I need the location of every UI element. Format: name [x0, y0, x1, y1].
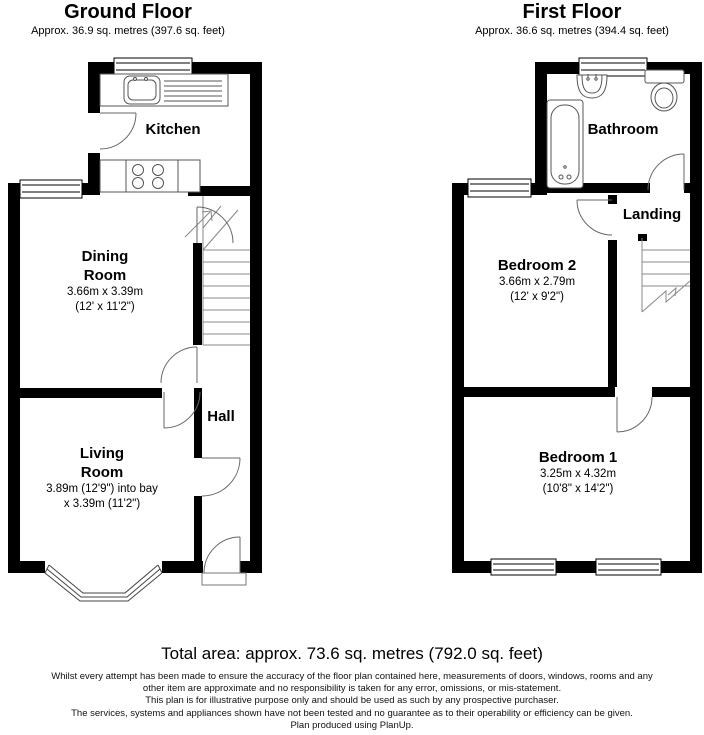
staircase-first: [642, 238, 690, 312]
bedroom1-dims-imperial: (10'8" x 14'2"): [542, 483, 614, 495]
disclaimer-line-5: Plan produced using PlanUp.: [290, 719, 414, 731]
bedroom1-door: [617, 397, 652, 432]
hall-name: Hall: [207, 408, 235, 425]
bedroom2-dims-imperial: (12' x 9'2"): [510, 291, 564, 303]
bay-window: [45, 565, 162, 601]
disclaimer-line-4: The services, systems and appliances shown have not been tested and no guarantee as to their operability or efficiency can be given.: [71, 707, 633, 719]
living-room-dims-line1: 3.89m (12'9") into bay: [46, 483, 158, 495]
bathroom-name: Bathroom: [587, 121, 659, 138]
first-floor-title: First Floor: [522, 1, 622, 23]
front-door: [202, 537, 246, 585]
total-area-text: Total area: approx. 73.6 sq. metres (792.0 sq. feet): [161, 644, 543, 663]
bedroom1-window-right: [596, 559, 661, 575]
room-label-bedroom-2: [457, 256, 617, 305]
ground-floor-subtitle: Approx. 36.9 sq. metres (397.6 sq. feet): [31, 25, 225, 37]
room-label-bathroom: [553, 120, 693, 139]
room-label-dining-room: [25, 247, 185, 315]
ground-floor-header: [0, 0, 256, 38]
dining-room-dims-imperial: (12' x 11'2"): [75, 301, 135, 313]
bathroom-door: [648, 154, 684, 190]
bedroom1-name: Bedroom 1: [538, 449, 618, 466]
dining-room-name: Dining Room: [81, 248, 129, 284]
room-label-hall: [191, 407, 251, 426]
bedroom2-name: Bedroom 2: [497, 257, 577, 274]
ground-floor-title: Ground Floor: [64, 1, 192, 23]
bedroom2-dims-metric: 3.66m x 2.79m: [498, 276, 576, 288]
disclaimer-line-3: This plan is for illustrative purpose only and should be used as such by any prospective purchaser.: [145, 695, 559, 707]
bedroom1-dims-metric: 3.25m x 4.32m: [539, 468, 617, 480]
first-floor-subtitle: Approx. 36.6 sq. metres (394.4 sq. feet): [475, 25, 669, 37]
hall-living-door: [202, 458, 240, 496]
first-floor-header: [440, 0, 704, 38]
landing-name: Landing: [622, 206, 682, 223]
disclaimer-line-2: other item are approximate and no responsibility is taken for any error, omissions, or mis-statement.: [142, 683, 562, 695]
bedroom2-window: [468, 179, 531, 197]
kitchen-window: [114, 58, 192, 76]
wash-basin: [577, 74, 607, 98]
dining-room-window: [20, 180, 82, 198]
toilet: [645, 70, 684, 111]
dining-hall-door: [161, 347, 197, 383]
bathtub: [547, 100, 583, 188]
kitchen-counter-sink: [100, 74, 228, 106]
room-label-kitchen: [113, 120, 233, 139]
room-label-living-room: [22, 444, 182, 512]
disclaimer-block: [0, 671, 704, 732]
disclaimer-line-1: Whilst every attempt has been made to ensure the accuracy of the floor plan contained here, measurements of doors, windows, rooms and any: [51, 671, 653, 682]
dining-room-dims-metric: 3.66m x 3.39m: [66, 286, 144, 298]
room-label-landing: [592, 205, 704, 224]
kitchen-hob: [100, 160, 200, 192]
living-room-name: Living Room: [79, 445, 125, 481]
living-room-dims-line2: x 3.39m (11'2"): [63, 498, 141, 510]
first-floor-plan: [440, 55, 704, 635]
room-label-bedroom-1: [498, 448, 658, 497]
bedroom1-window-left: [491, 559, 556, 575]
ground-floor-plan: [0, 55, 310, 635]
kitchen-name: Kitchen: [145, 121, 201, 138]
bathroom-window: [579, 58, 647, 76]
